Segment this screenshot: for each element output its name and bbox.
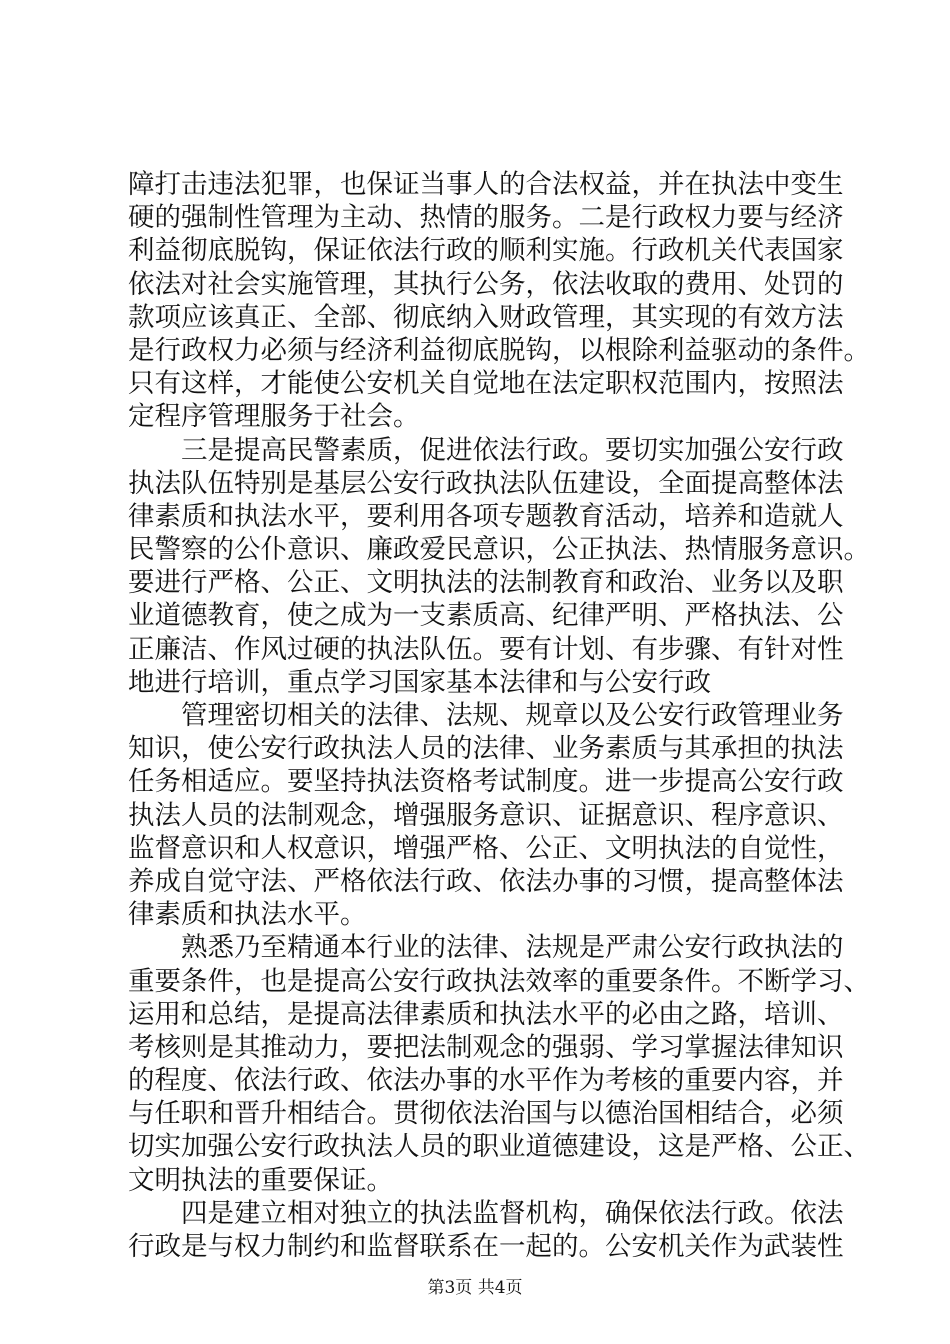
text-line: 三是提高民警素质，促进依法行政。要切实加强公安行政	[128, 434, 844, 466]
text-line: 执法人员的法制观念，增强服务意识、证据意识、程序意识、	[128, 799, 844, 831]
text-line: 运用和总结，是提高法律素质和执法水平的必由之路，培训、	[128, 998, 844, 1030]
body-text	[128, 168, 870, 1263]
text-line: 要进行严格、公正、文明执法的法制教育和政治、业务以及职	[128, 567, 844, 599]
text-line: 是行政权力必须与经济利益彻底脱钩，以根除利益驱动的条件。	[128, 334, 870, 366]
text-line: 管理密切相关的法律、法规、规章以及公安行政管理业务	[128, 700, 844, 731]
text-line: 律素质和执法水平。	[128, 899, 367, 931]
text-line: 民警察的公仆意识、廉政爱民意识，公正执法、热情服务意识。	[128, 534, 870, 566]
text-line: 款项应该真正、全部、彻底纳入财政管理，其实现的有效方法	[128, 301, 844, 333]
text-line: 依法对社会实施管理，其执行公务，依法收取的费用、处罚的	[128, 268, 844, 300]
text-line: 考核则是其推动力，要把法制观念的强弱、学习掌握法律知识	[128, 1031, 844, 1063]
text-line: 切实加强公安行政执法人员的职业道德建设，这是严格、公正、	[128, 1131, 870, 1163]
text-line: 知识，使公安行政执法人员的法律、业务素质与其承担的执法	[128, 733, 844, 765]
text-line: 熟悉乃至精通本行业的法律、法规是严肃公安行政执法的	[128, 932, 844, 964]
text-line: 四是建立相对独立的执法监督机构，确保依法行政。依法	[128, 1197, 844, 1229]
text-line: 文明执法的重要保证。	[128, 1164, 393, 1196]
text-line: 重要条件，也是提高公安行政执法效率的重要条件。不断学习、	[128, 965, 870, 997]
text-line: 养成自觉守法、严格依法行政、依法办事的习惯，提高整体法	[128, 865, 844, 897]
text-line: 利益彻底脱钩，保证依法行政的顺利实施。行政机关代表国家	[128, 235, 844, 267]
page-footer: 第3页 共4页	[427, 1278, 523, 1298]
text-line: 的程度、依法行政、依法办事的水平作为考核的重要内容，并	[128, 1065, 844, 1097]
text-line: 任务相适应。要坚持执法资格考试制度。进一步提高公安行政	[128, 766, 844, 798]
text-line: 业道德教育，使之成为一支素质高、纪律严明、严格执法、公	[128, 600, 844, 632]
text-line: 定程序管理服务于社会。	[128, 401, 420, 433]
text-line: 障打击违法犯罪，也保证当事人的合法权益，并在执法中变生	[128, 169, 844, 200]
text-line: 正廉洁、作风过硬的执法队伍。要有计划、有步骤、有针对性	[128, 633, 844, 665]
text-line: 硬的强制性管理为主动、热情的服务。二是行政权力要与经济	[128, 202, 844, 234]
text-line: 律素质和执法水平，要利用各项专题教育活动，培养和造就人	[128, 500, 844, 532]
text-line: 行政是与权力制约和监督联系在一起的。公安机关作为武装性	[128, 1231, 844, 1262]
text-line: 地进行培训，重点学习国家基本法律和与公安行政	[128, 666, 711, 698]
text-line: 与任职和晋升相结合。贯彻依法治国与以德治国相结合，必须	[128, 1098, 844, 1130]
text-line: 执法队伍特别是基层公安行政执法队伍建设，全面提高整体法	[128, 467, 844, 499]
text-line: 监督意识和人权意识，增强严格、公正、文明执法的自觉性，	[128, 832, 844, 864]
text-line: 只有这样，才能使公安机关自觉地在法定职权范围内，按照法	[128, 368, 844, 400]
